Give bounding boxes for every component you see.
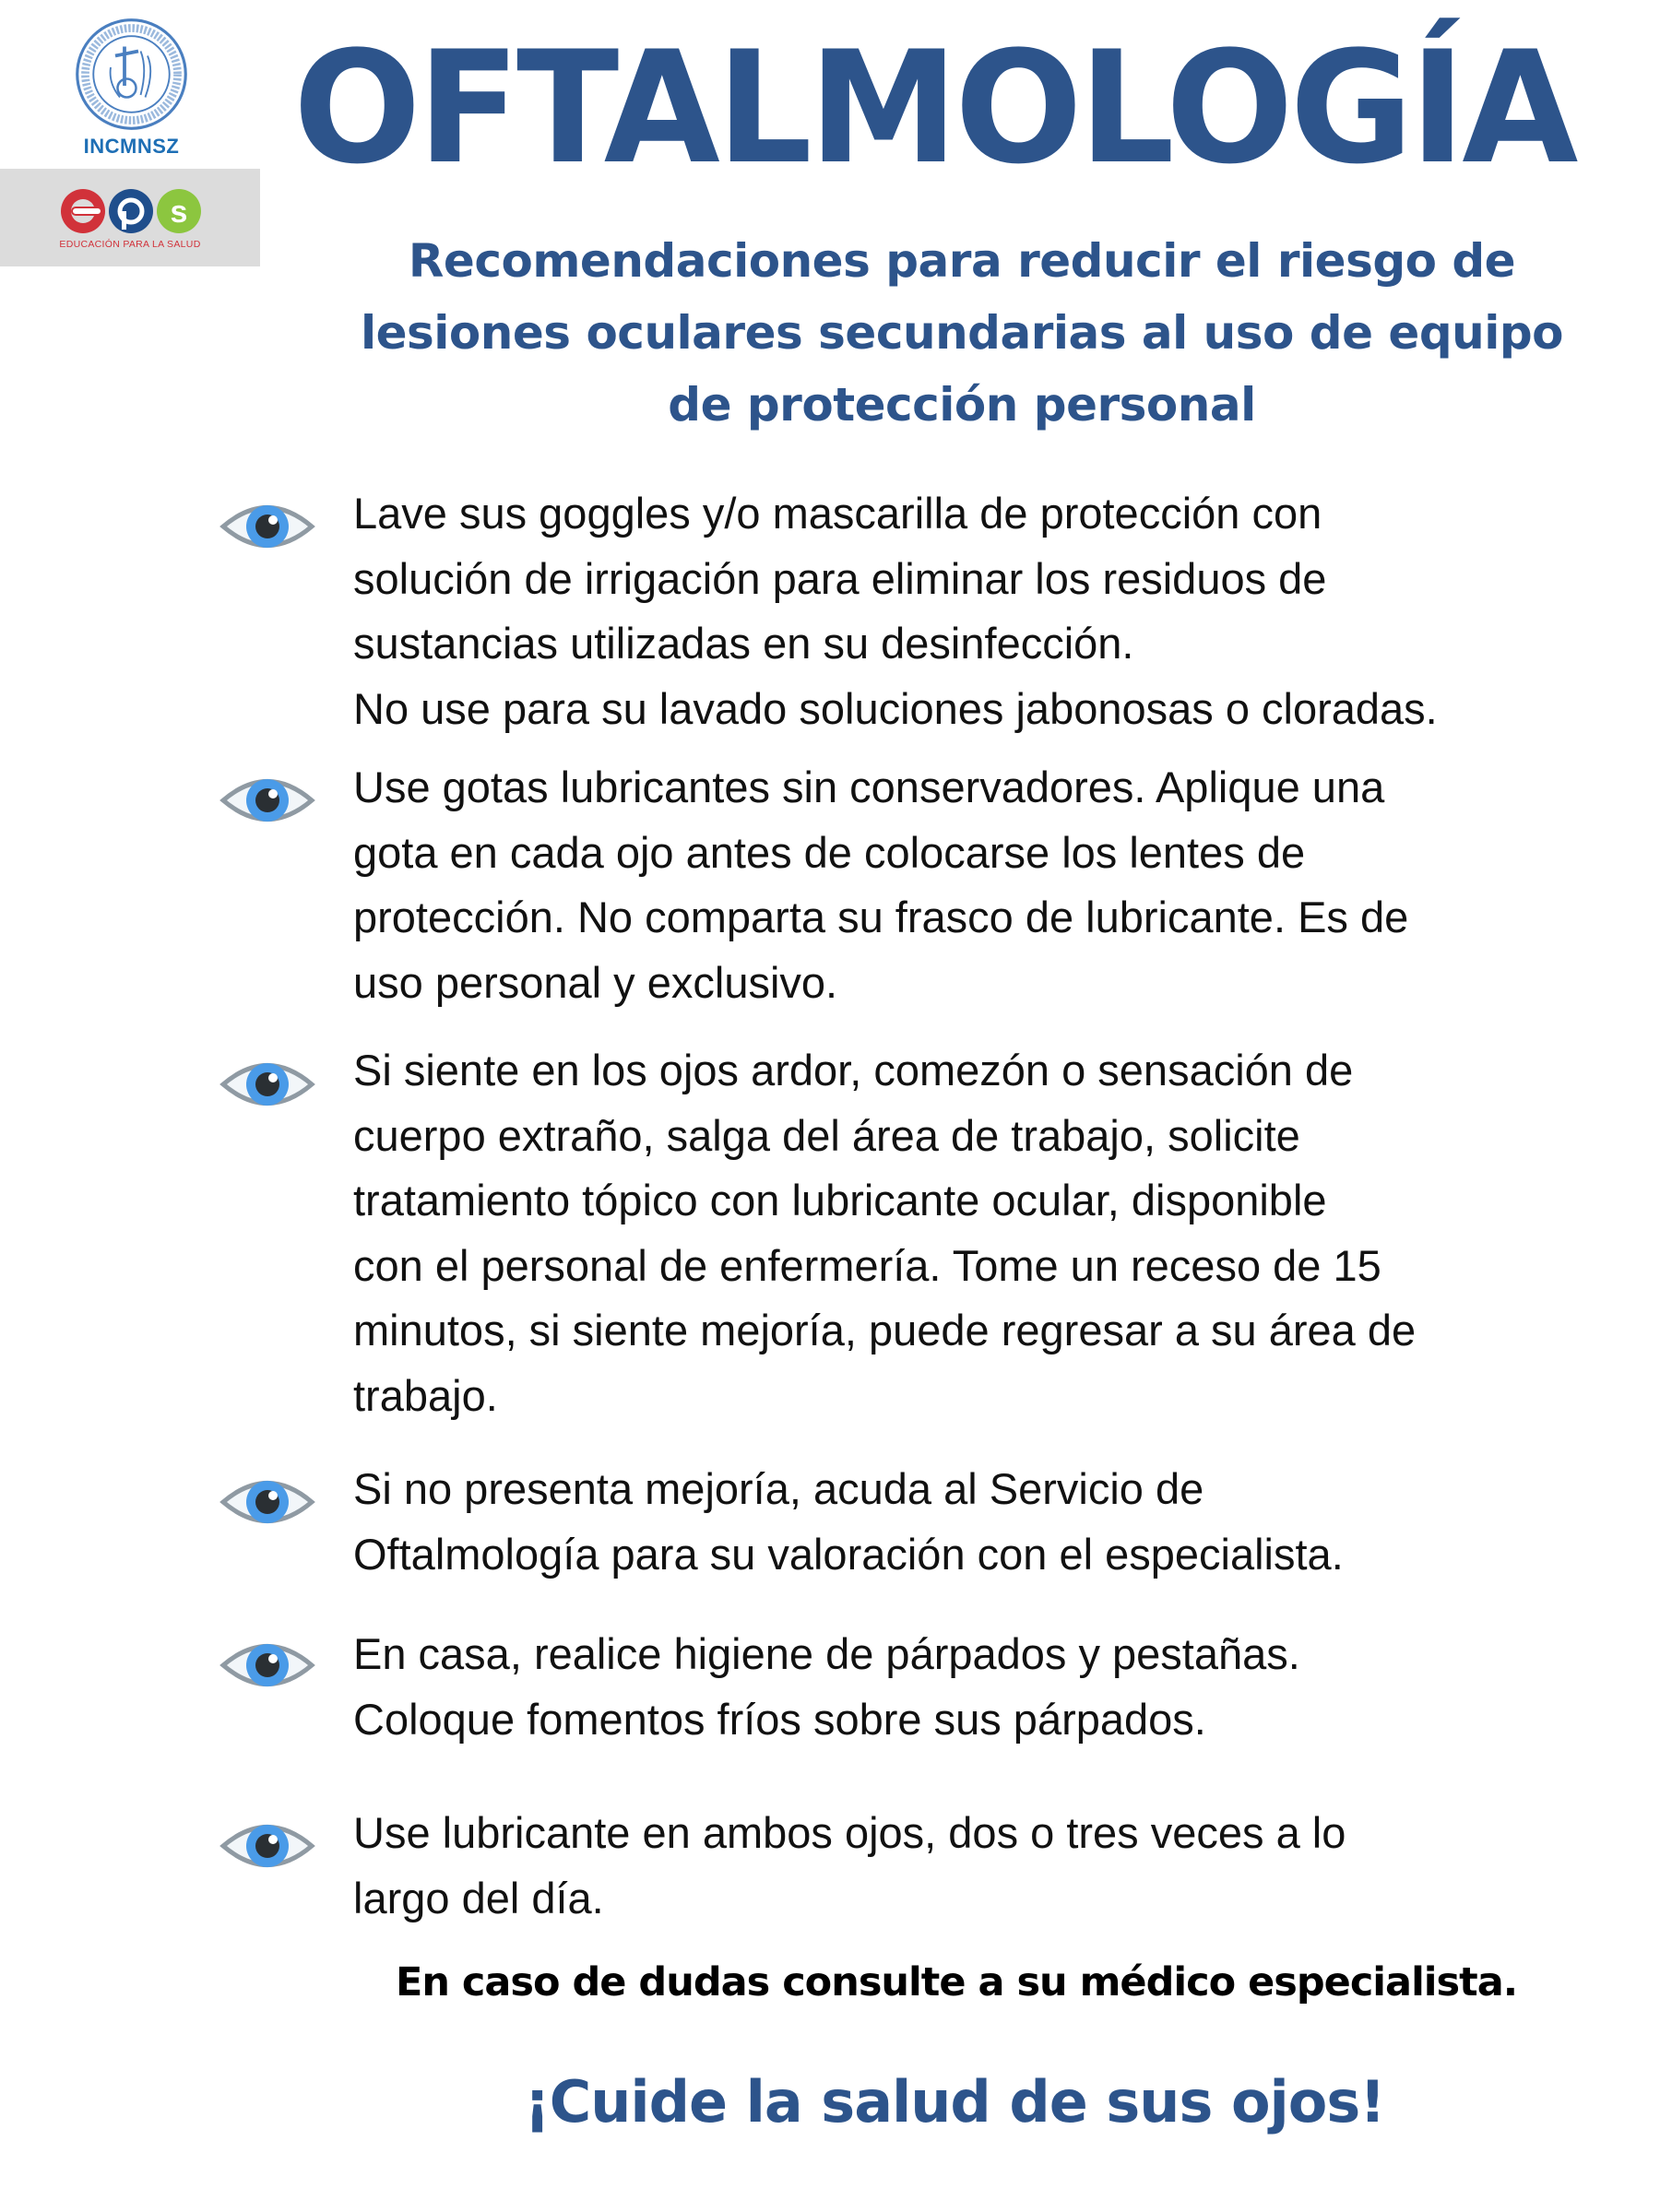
eye-icon [219, 1470, 315, 1534]
recommendation-text [353, 481, 1644, 741]
page-title: OFTALMOLOGÍA [293, 18, 1575, 198]
text-line: uso personal y exclusivo. [353, 957, 838, 1007]
eye-icon [219, 1052, 315, 1117]
text-line: Use lubricante en ambos ojos, dos o tres veces a lo [353, 1808, 1346, 1857]
subtitle [304, 225, 1619, 441]
partner-logo-panel [0, 169, 260, 266]
recommendation-text [353, 1457, 1644, 1587]
text-line: Coloque fomentos fríos sobre sus párpados. [353, 1694, 1206, 1744]
recommendation-text [353, 1622, 1644, 1752]
text-line: con el personal de enfermería. Tome un receso de 15 [353, 1240, 1381, 1290]
recommendation-text [353, 1801, 1644, 1931]
eye-icon [219, 1814, 315, 1878]
eye-icon [219, 768, 315, 833]
subtitle-line: de protección personal [668, 378, 1256, 432]
text-line: trabajo. [353, 1370, 498, 1420]
text-line: En casa, realice higiene de párpados y pestañas. [353, 1629, 1300, 1678]
recommendation-text [353, 755, 1644, 1015]
footer-note: En caso de dudas consulte a su médico especialista. [395, 1959, 1518, 2005]
svg-text:s: s [170, 195, 188, 230]
partner-caption: EDUCACIÓN PARA LA SALUD [59, 239, 201, 250]
text-line: largo del día. [353, 1873, 604, 1922]
text-line: sustancias utilizadas en su desinfección. [353, 619, 1134, 668]
eye-icon [219, 494, 315, 559]
text-line: Lave sus goggles y/o mascarilla de protección con [353, 489, 1322, 538]
text-line: cuerpo extraño, salga del área de trabajo, solicite [353, 1110, 1300, 1160]
eps-logo [59, 187, 203, 235]
institution-acronym: INCMNSZ [83, 135, 180, 158]
text-line: minutos, si siente mejoría, puede regresar a su área de [353, 1306, 1417, 1354]
closing-slogan: ¡Cuide la salud de sus ojos! [524, 2068, 1385, 2135]
text-line: Use gotas lubricantes sin conservadores. Aplique una [353, 763, 1385, 811]
subtitle-line: lesiones oculares secundarias al uso de equipo [360, 306, 1563, 360]
text-line: solución de irrigación para eliminar los residuos de [353, 553, 1327, 603]
subtitle-line: Recomendaciones para reducir el riesgo de [408, 234, 1516, 288]
text-line: Si no presenta mejoría, acuda al Servicio de [353, 1464, 1204, 1513]
eye-icon [219, 1633, 315, 1697]
recommendation-text [353, 1038, 1644, 1428]
text-line: tratamiento tópico con lubricante ocular, disponible [353, 1176, 1327, 1224]
institution-seal-logo [74, 17, 189, 132]
text-line: Si siente en los ojos ardor, comezón o sensación de [353, 1046, 1354, 1094]
text-line: gota en cada ojo antes de colocarse los lentes de [353, 827, 1306, 877]
text-line: No use para su lavado soluciones jabonosas o cloradas. [353, 683, 1438, 733]
text-line: Oftalmología para su valoración con el especialista. [353, 1529, 1344, 1579]
text-line: protección. No comparta su frasco de lubricante. Es de [353, 893, 1409, 941]
